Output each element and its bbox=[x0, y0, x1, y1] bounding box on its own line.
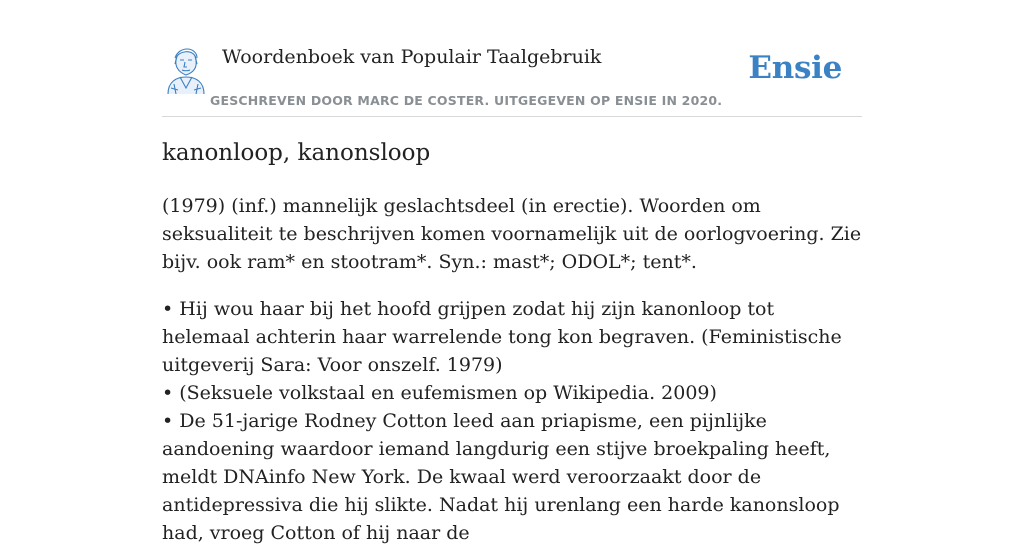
citation-item: • (Seksuele volkstaal en eufemismen op Wikipedia. 2009) bbox=[162, 382, 717, 404]
header bbox=[162, 40, 862, 117]
entry-headword: kanonloop, kanonsloop bbox=[162, 140, 431, 166]
citation-list bbox=[162, 295, 862, 547]
book-title[interactable]: Woordenboek van Populair Taalgebruik bbox=[222, 46, 602, 68]
ensie-logo-link[interactable]: Ensie bbox=[748, 50, 842, 86]
entry-definition: (1979) (inf.) mannelijk geslachtsdeel (in erectie). Woorden om seksualiteit te beschrijven komen voornamelijk uit de oorlogvoering. Zie bijv. ook ram* en stootram*. Syn.: mast*; ODOL*; tent*. bbox=[162, 195, 862, 273]
citation-item: • De 51-jarige Rodney Cotton leed aan priapisme, een pijnlijke aandoening waardoor iemand langdurig een stijve broekpaling heeft, meldt DNAinfo New York. De kwaal werd veroorzaakt door de antidepressiva die hij slikte. Nadat hij urenlang een harde kanonsloop had, vroeg Cotton of hij naar de bbox=[162, 410, 840, 544]
author-portrait-icon bbox=[162, 44, 210, 96]
citation-item: • Hij wou haar bij het hoofd grijpen zodat hij zijn kanonloop tot helemaal achterin haar warrelende tong kon begraven. (Feministische uitgeverij Sara: Voor onszelf. 1979) bbox=[162, 298, 842, 376]
credits-line: GESCHREVEN DOOR MARC DE COSTER. UITGEGEVEN OP ENSIE IN 2020. bbox=[210, 93, 723, 108]
